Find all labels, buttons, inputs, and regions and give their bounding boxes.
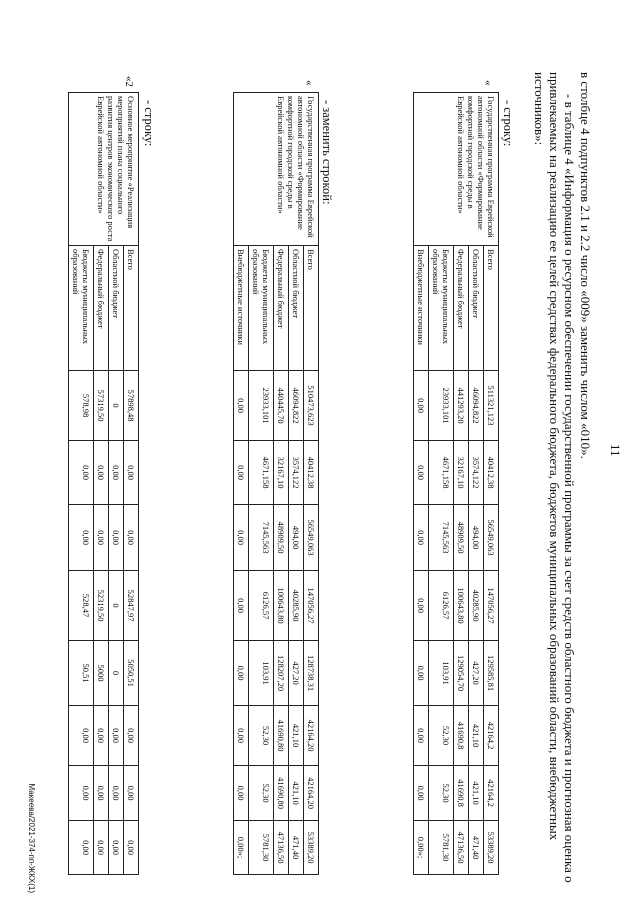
value-cell: 0,00 (414, 571, 429, 641)
value-cell: 0,00 (124, 706, 139, 766)
value-cell: 0,00 (234, 641, 249, 706)
value-cell: 4671,158 (249, 441, 274, 505)
value-cell: 578,98 (69, 371, 94, 441)
value-cell: 0,00 (414, 706, 429, 766)
value-cell: 100643,80 (274, 571, 289, 641)
value-cell: 128738,31 (304, 641, 319, 706)
value-cell: 0,00 (94, 505, 109, 571)
source-cell: Всего (304, 246, 319, 371)
value-cell: 7145,563 (429, 505, 454, 571)
value-cell: 57319,50 (94, 371, 109, 441)
source-cell: Федеральный бюджет (454, 246, 469, 371)
value-cell: 5781,30 (249, 821, 274, 875)
page-number: 11 (608, 444, 623, 457)
value-cell: 147056,27 (304, 571, 319, 641)
value-cell: 0,00 (124, 821, 139, 875)
value-cell: 147056,27 (484, 571, 499, 641)
value-cell: 53389,20 (304, 821, 319, 875)
value-cell: 52847,97 (124, 571, 139, 641)
value-cell: 0,00 (109, 766, 124, 821)
source-cell: Бюджеты муниципальных образований (429, 246, 454, 371)
value-cell: 440445,70 (274, 371, 289, 441)
source-cell: Всего (124, 246, 139, 371)
label-replace: - заменить строкой: (320, 100, 334, 205)
value-cell: 0,00 (94, 706, 109, 766)
value-cell: 0,00 (124, 505, 139, 571)
value-cell: 52,30 (429, 766, 454, 821)
value-cell: 0,00 (69, 706, 94, 766)
value-cell: 0,00 (69, 821, 94, 875)
value-cell: 6126,57 (429, 571, 454, 641)
table-old (413, 92, 499, 875)
value-cell: 6126,57 (249, 571, 274, 641)
value-cell: 0,00 (69, 441, 94, 505)
value-cell: 0,00 (234, 706, 249, 766)
value-cell: 528,47 (69, 571, 94, 641)
value-cell: 40285,90 (289, 571, 304, 641)
value-cell: 103,91 (249, 641, 274, 706)
value-cell: 23933,101 (249, 371, 274, 441)
value-cell: 56549,063 (304, 505, 319, 571)
value-cell: 0,00 (234, 371, 249, 441)
value-cell: 0,00 (414, 641, 429, 706)
value-cell: 0,00 (69, 505, 94, 571)
program-name-cell: Государственная программа Еврейской автономной области «Формирование комфортной городской среды в Еврейской автономной области» (234, 93, 319, 246)
value-cell: 421,10 (469, 706, 484, 766)
value-cell: 471,40 (469, 821, 484, 875)
source-cell: Областной бюджет (109, 246, 124, 371)
value-cell: 421,10 (289, 706, 304, 766)
value-cell: 23933,101 (429, 371, 454, 441)
source-cell: Федеральный бюджет (94, 246, 109, 371)
value-cell: 48909,50 (454, 505, 469, 571)
value-cell: 0,00 (234, 766, 249, 821)
value-cell: 0,00 (414, 441, 429, 505)
value-cell: 7145,563 (249, 505, 274, 571)
value-cell: 0,00 (124, 441, 139, 505)
table-row (484, 93, 499, 875)
value-cell: 42164,20 (304, 766, 319, 821)
value-cell: 40412,38 (304, 441, 319, 505)
value-cell: 494,00 (469, 505, 484, 571)
value-cell: 40285,90 (469, 571, 484, 641)
value-cell: 57898,48 (124, 371, 139, 441)
value-cell: 421,10 (469, 766, 484, 821)
value-cell: 0,00 (109, 505, 124, 571)
source-cell: Бюджеты муниципальных образований (249, 246, 274, 371)
source-cell: Всего (484, 246, 499, 371)
value-cell: 50,51 (69, 641, 94, 706)
value-cell: 40412,38 (484, 441, 499, 505)
label-row-2: - строку: (142, 100, 156, 147)
value-cell: 52,30 (429, 706, 454, 766)
value-cell: 0,00 (94, 766, 109, 821)
value-cell: 494,00 (289, 505, 304, 571)
value-cell: 47136,50 (454, 821, 469, 875)
value-cell: 41690,80 (274, 706, 289, 766)
table-row (124, 93, 139, 875)
value-cell: 0,00 (414, 505, 429, 571)
value-cell: 0 (109, 641, 124, 706)
value-cell: 128207,20 (274, 641, 289, 706)
value-cell: 0,00 (414, 766, 429, 821)
value-cell: 48909,50 (274, 505, 289, 571)
value-cell: 129585,81 (484, 641, 499, 706)
value-cell: 427,20 (469, 641, 484, 706)
value-cell: 0,00 (234, 505, 249, 571)
source-cell: Федеральный бюджет (274, 246, 289, 371)
value-cell: 46094,822 (289, 371, 304, 441)
value-cell: 441293,20 (454, 371, 469, 441)
value-cell: 0,00 (94, 821, 109, 875)
source-cell: Областной бюджет (289, 246, 304, 371)
value-cell: 42164,20 (304, 706, 319, 766)
value-cell: 5000 (94, 641, 109, 706)
footer-reference: Макеева/2021-374-пп-ЖКХ(1) (27, 783, 36, 893)
value-cell: 56549,063 (484, 505, 499, 571)
value-cell: 0,00»; (414, 821, 429, 875)
table-event (68, 92, 139, 875)
intro-line-1: в столбце 4 подпунктов 2.1 и 2.2 число «009» заменить числом «010». (578, 72, 593, 459)
value-cell: 42164,2 (484, 766, 499, 821)
value-cell: 47136,50 (274, 821, 289, 875)
value-cell: 0,00»; (234, 821, 249, 875)
label-row: - строку: (501, 100, 515, 147)
value-cell: 129054,70 (454, 641, 469, 706)
value-cell: 0,00 (124, 766, 139, 821)
value-cell: 427,20 (289, 641, 304, 706)
value-cell: 41690,80 (274, 766, 289, 821)
value-cell: 0,00 (109, 441, 124, 505)
value-cell: 510473,623 (304, 371, 319, 441)
value-cell: 0,00 (109, 821, 124, 875)
value-cell: 421,10 (289, 766, 304, 821)
row-number: «2 (123, 76, 135, 87)
value-cell: 32167,10 (454, 441, 469, 505)
value-cell: 0,00 (109, 706, 124, 766)
source-cell: Внебюджетные источники (234, 246, 249, 371)
value-cell: 100643,80 (454, 571, 469, 641)
value-cell: 53389,20 (484, 821, 499, 875)
quote-open-1: « (482, 80, 494, 86)
value-cell: 41690,8 (454, 706, 469, 766)
value-cell: 32167,10 (274, 441, 289, 505)
value-cell: 0 (109, 371, 124, 441)
value-cell: 3574,122 (289, 441, 304, 505)
value-cell: 5781,30 (429, 821, 454, 875)
source-cell: Областной бюджет (469, 246, 484, 371)
quote-open-2: « (303, 80, 315, 86)
source-cell: Внебюджетные источники (414, 246, 429, 371)
value-cell: 0,00 (234, 571, 249, 641)
value-cell: 52,30 (249, 706, 274, 766)
value-cell: 41690,8 (454, 766, 469, 821)
program-name-cell: Основное мероприятие «Реализация мероприятий плана социального развития центров экономического роста Еврейской автономной области» (69, 93, 139, 246)
table-row (304, 93, 319, 875)
intro-paragraph-2: - в таблице 4 «Информация о ресурсном обеспечении государственной программы за счет средств областного бюджета и прогнозная оценка о привлекаемых на реализацию ее целей средствах федерального бюджета, бюджетов муниципальных образований области, внебюджетных источников»: (532, 72, 577, 883)
table-new (233, 92, 319, 875)
program-name-cell: Государственная программа Еврейской автономной области «Формирование комфортной городской среды в Еврейской автономной области» (414, 93, 499, 246)
value-cell: 3574,122 (469, 441, 484, 505)
value-cell: 0 (109, 571, 124, 641)
source-cell: Бюджеты муниципальных образований (69, 246, 94, 371)
value-cell: 0,00 (69, 766, 94, 821)
value-cell: 46094,822 (469, 371, 484, 441)
value-cell: 0,00 (414, 371, 429, 441)
value-cell: 52,30 (249, 766, 274, 821)
value-cell: 471,40 (289, 821, 304, 875)
value-cell: 0,00 (234, 441, 249, 505)
value-cell: 42164,2 (484, 706, 499, 766)
value-cell: 52319,50 (94, 571, 109, 641)
value-cell: 4671,158 (429, 441, 454, 505)
value-cell: 5050,51 (124, 641, 139, 706)
value-cell: 0,00 (94, 441, 109, 505)
value-cell: 511321,123 (484, 371, 499, 441)
value-cell: 103,91 (429, 641, 454, 706)
